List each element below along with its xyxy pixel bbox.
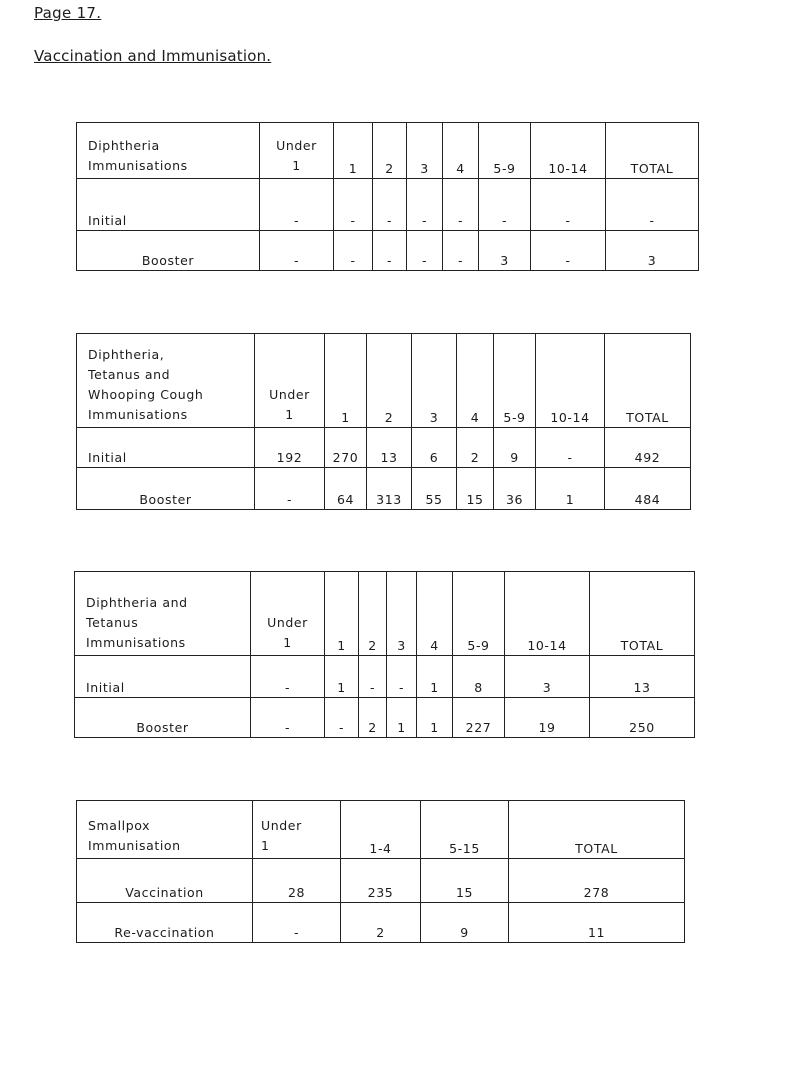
table-cell: 2 bbox=[457, 428, 494, 468]
table-row bbox=[77, 468, 691, 510]
column-header: 5-9 bbox=[494, 334, 536, 428]
column-header: 4 bbox=[417, 572, 453, 656]
page-header bbox=[34, 4, 101, 22]
row-label: Initial bbox=[77, 428, 255, 468]
table-cell: 11 bbox=[509, 903, 685, 943]
row-label: Booster bbox=[77, 231, 260, 271]
column-header: 2 bbox=[373, 123, 407, 179]
column-header: 1 bbox=[325, 572, 359, 656]
table-cell: - bbox=[334, 179, 373, 231]
table-cell: 13 bbox=[590, 656, 695, 698]
row-label: Initial bbox=[77, 179, 260, 231]
table-row bbox=[77, 231, 699, 271]
table-cell: - bbox=[255, 468, 325, 510]
table-cell: 15 bbox=[421, 859, 509, 903]
table-cell: - bbox=[531, 231, 606, 271]
column-header: TOTAL bbox=[509, 801, 685, 859]
table-cell: 1 bbox=[387, 698, 417, 738]
table-row bbox=[75, 698, 695, 738]
page-title: Vaccination and Immunisation. bbox=[34, 47, 272, 65]
column-header: 3 bbox=[407, 123, 443, 179]
diphtheria-table bbox=[76, 122, 699, 271]
table-cell: - bbox=[407, 231, 443, 271]
table-cell: 19 bbox=[505, 698, 590, 738]
table-cell: - bbox=[260, 179, 334, 231]
table-cell: 64 bbox=[325, 468, 367, 510]
column-header: 10-14 bbox=[531, 123, 606, 179]
row-label: Booster bbox=[77, 468, 255, 510]
table-cell: - bbox=[606, 179, 699, 231]
table-heading: Diphtheria and Tetanus Immunisations bbox=[75, 572, 251, 656]
table-header-row bbox=[77, 123, 699, 179]
smallpox-table bbox=[76, 800, 685, 943]
dt-table bbox=[74, 571, 695, 738]
column-header: 1 bbox=[325, 334, 367, 428]
table-cell: 3 bbox=[505, 656, 590, 698]
column-header: 5-15 bbox=[421, 801, 509, 859]
column-header: TOTAL bbox=[605, 334, 691, 428]
table-cell: - bbox=[325, 698, 359, 738]
table-cell: 9 bbox=[421, 903, 509, 943]
table-cell: 235 bbox=[341, 859, 421, 903]
column-header-under-1: Under 1 bbox=[251, 572, 325, 656]
column-header: 3 bbox=[387, 572, 417, 656]
table-cell: - bbox=[334, 231, 373, 271]
column-header: 10-14 bbox=[505, 572, 590, 656]
table-heading: Smallpox Immunisation bbox=[77, 801, 253, 859]
table-cell: 2 bbox=[341, 903, 421, 943]
column-header: 5-9 bbox=[453, 572, 505, 656]
table-cell: 55 bbox=[412, 468, 457, 510]
table-cell: - bbox=[260, 231, 334, 271]
table-cell: 13 bbox=[367, 428, 412, 468]
table-cell: - bbox=[531, 179, 606, 231]
table-cell: - bbox=[387, 656, 417, 698]
column-header: TOTAL bbox=[590, 572, 695, 656]
table-cell: 2 bbox=[359, 698, 387, 738]
table-cell: 8 bbox=[453, 656, 505, 698]
column-header: 4 bbox=[457, 334, 494, 428]
row-label: Booster bbox=[75, 698, 251, 738]
table-cell: 492 bbox=[605, 428, 691, 468]
column-header: 2 bbox=[367, 334, 412, 428]
column-header: 2 bbox=[359, 572, 387, 656]
row-label: Re-vaccination bbox=[77, 903, 253, 943]
table-cell: 28 bbox=[253, 859, 341, 903]
column-header: 1 bbox=[334, 123, 373, 179]
table-cell: - bbox=[443, 231, 479, 271]
table-row bbox=[77, 859, 685, 903]
column-header: 4 bbox=[443, 123, 479, 179]
table-cell: - bbox=[251, 656, 325, 698]
table-cell: - bbox=[479, 179, 531, 231]
table-cell: 1 bbox=[417, 656, 453, 698]
page-number: Page 17. bbox=[34, 4, 102, 22]
table-cell: 227 bbox=[453, 698, 505, 738]
table-heading: Diphtheria, Tetanus and Whooping Cough Immunisations bbox=[77, 334, 255, 428]
table-cell: 36 bbox=[494, 468, 536, 510]
table-cell: 270 bbox=[325, 428, 367, 468]
table-row bbox=[77, 179, 699, 231]
table-cell: 1 bbox=[325, 656, 359, 698]
table-cell: 484 bbox=[605, 468, 691, 510]
column-header-under-1: Under 1 bbox=[253, 801, 341, 859]
table-cell: 3 bbox=[606, 231, 699, 271]
column-header: 1-4 bbox=[341, 801, 421, 859]
column-header-under-1: Under 1 bbox=[255, 334, 325, 428]
column-header: 10-14 bbox=[536, 334, 605, 428]
column-header: 3 bbox=[412, 334, 457, 428]
column-header: TOTAL bbox=[606, 123, 699, 179]
row-label: Vaccination bbox=[77, 859, 253, 903]
table-cell: - bbox=[443, 179, 479, 231]
table-cell: - bbox=[373, 231, 407, 271]
table-header-row bbox=[77, 801, 685, 859]
table-cell: 313 bbox=[367, 468, 412, 510]
table-row bbox=[77, 903, 685, 943]
table-cell: 6 bbox=[412, 428, 457, 468]
table-row bbox=[75, 656, 695, 698]
table-cell: - bbox=[251, 698, 325, 738]
table-row bbox=[77, 428, 691, 468]
table-cell: - bbox=[253, 903, 341, 943]
table-cell: - bbox=[536, 428, 605, 468]
table-cell: 3 bbox=[479, 231, 531, 271]
table-cell: 192 bbox=[255, 428, 325, 468]
table-cell: 278 bbox=[509, 859, 685, 903]
column-header-under-1: Under 1 bbox=[260, 123, 334, 179]
table-header-row bbox=[77, 334, 691, 428]
table-cell: 1 bbox=[417, 698, 453, 738]
table-cell: 250 bbox=[590, 698, 695, 738]
table-cell: 1 bbox=[536, 468, 605, 510]
table-cell: 9 bbox=[494, 428, 536, 468]
table-header-row bbox=[75, 572, 695, 656]
row-label: Initial bbox=[75, 656, 251, 698]
column-header: 5-9 bbox=[479, 123, 531, 179]
table-cell: - bbox=[373, 179, 407, 231]
table-heading: Diphtheria Immunisations bbox=[77, 123, 260, 179]
dtp-table bbox=[76, 333, 691, 510]
table-cell: - bbox=[359, 656, 387, 698]
table-cell: - bbox=[407, 179, 443, 231]
table-cell: 15 bbox=[457, 468, 494, 510]
